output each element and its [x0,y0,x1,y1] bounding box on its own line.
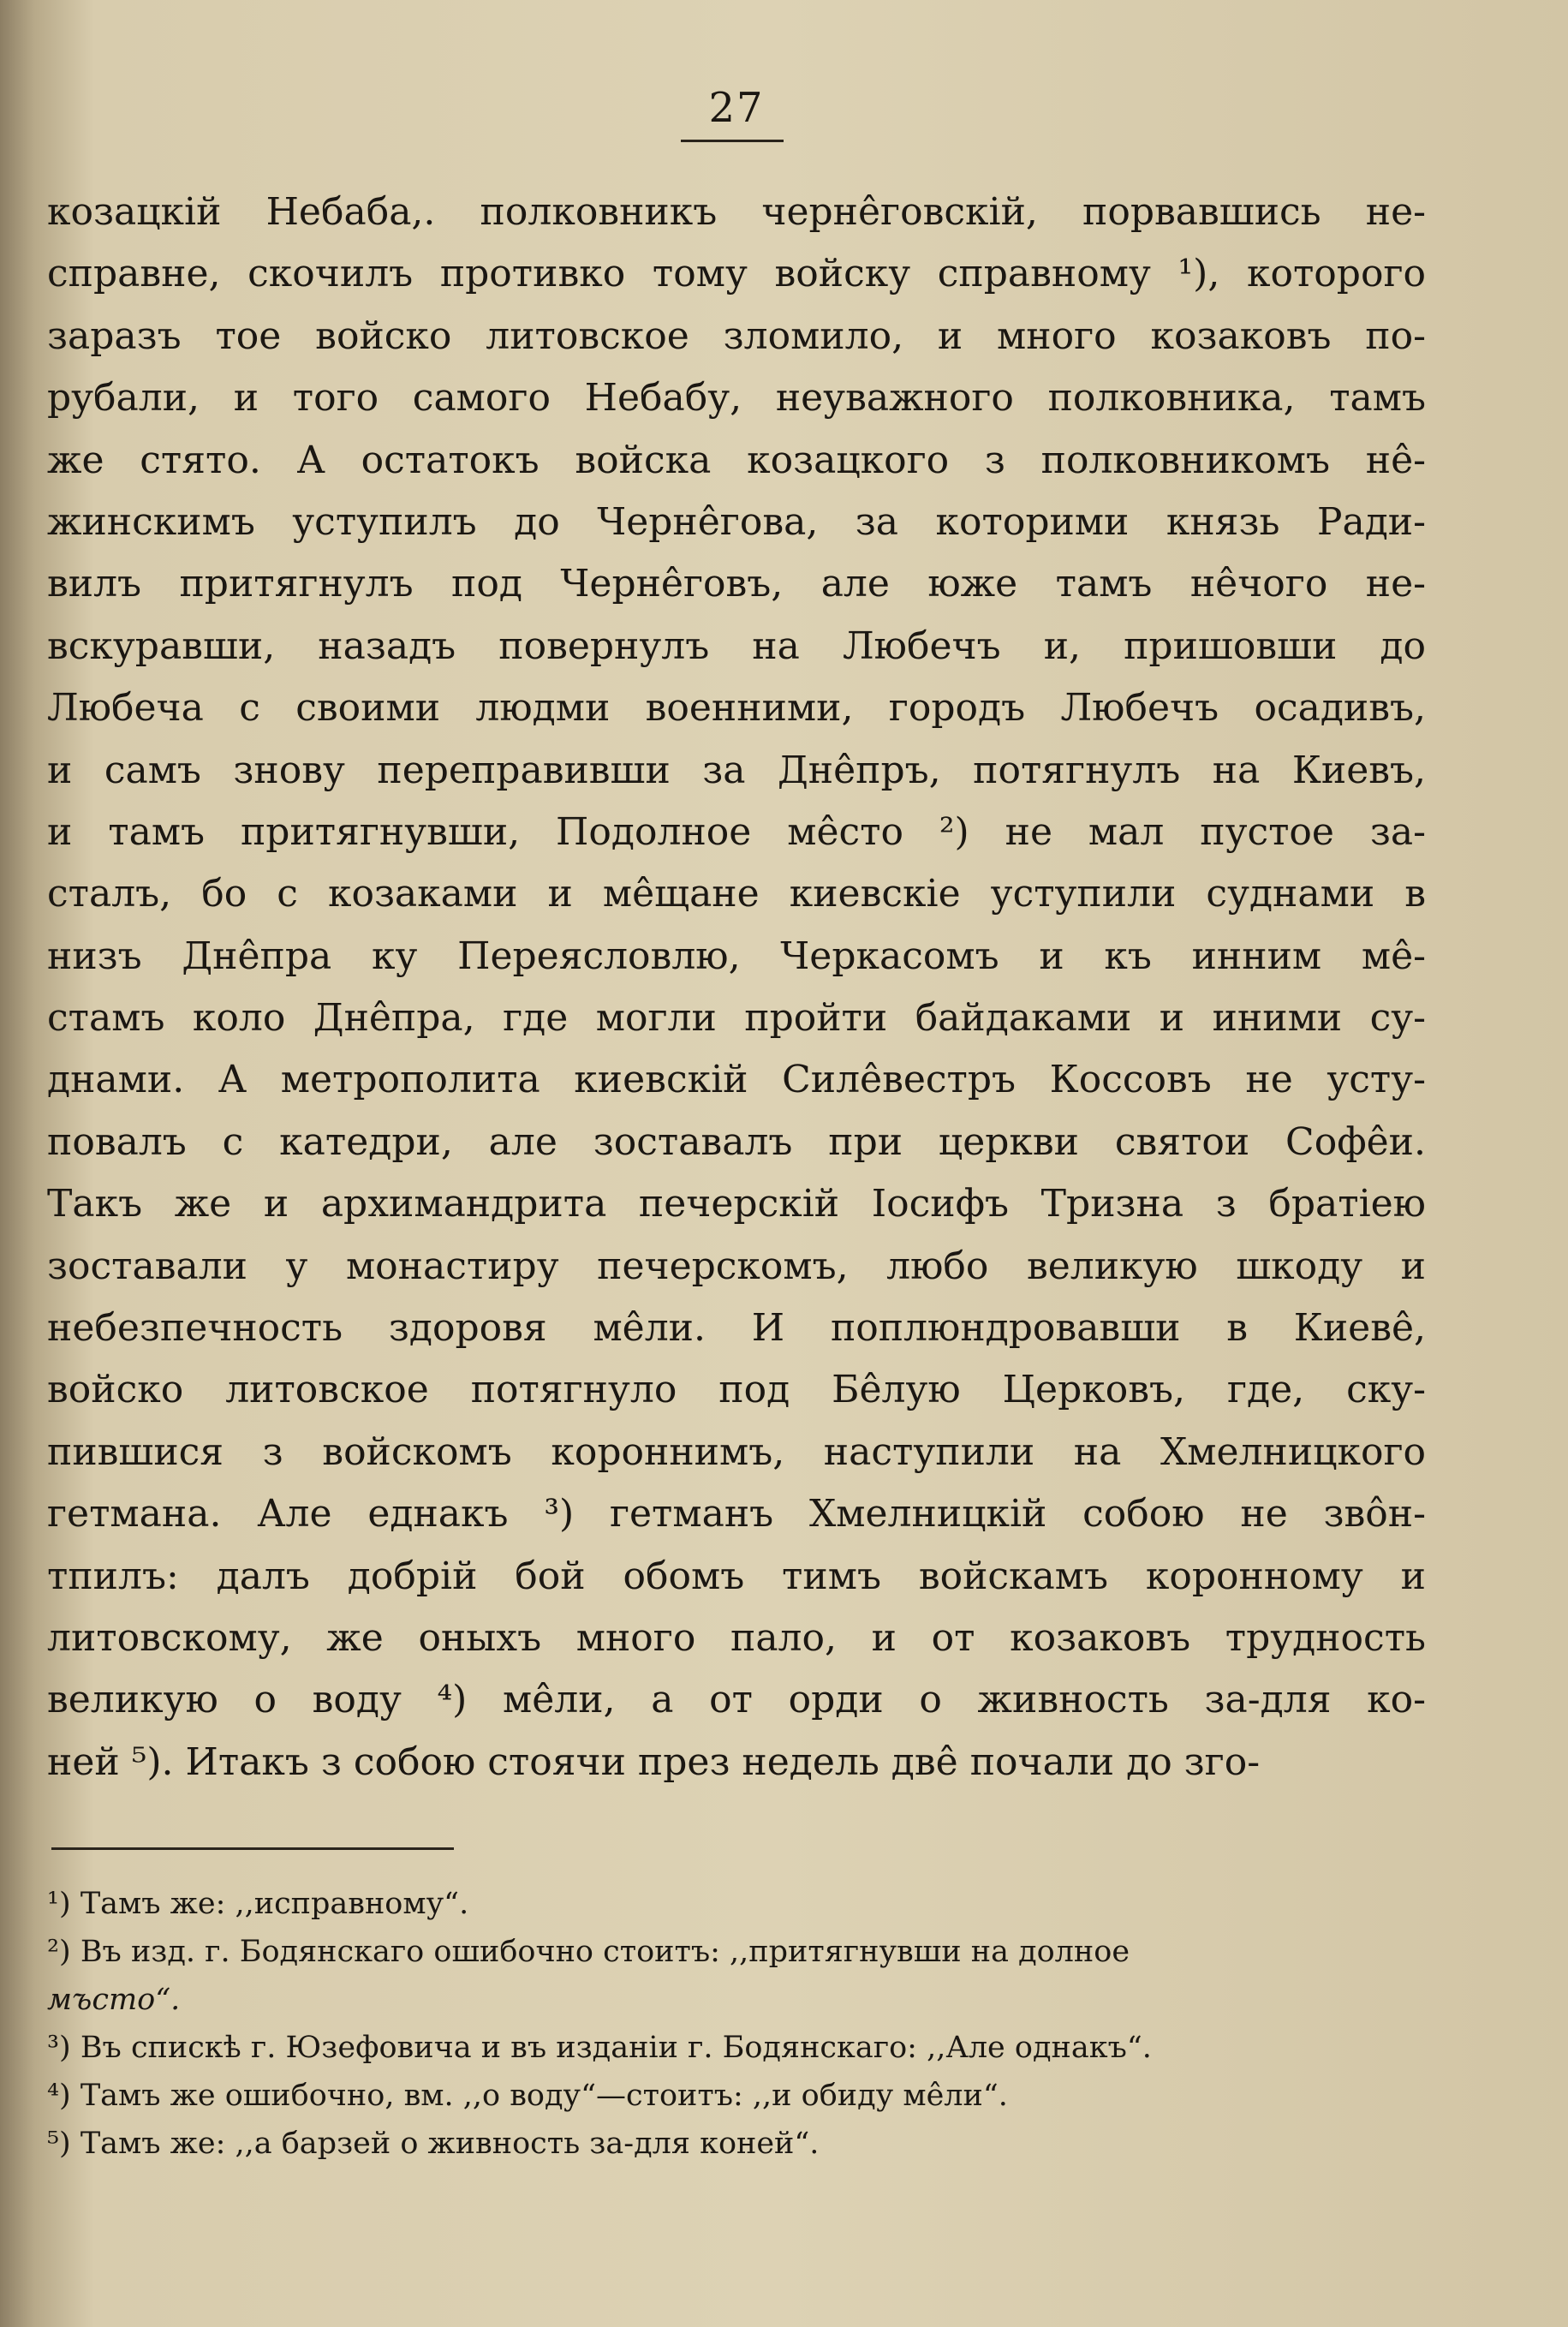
footnote-mark: ³) [47,2031,71,2065]
text-line: низъ Дне̂пра ку Переясловлю, Черкасомъ и къ инним ме̂- [47,934,1426,978]
text-line: жинскимъ уступилъ до Черне̂гова, за которими князь Ради- [47,499,1426,544]
footnote-text: Въ изд. г. Бодянскаго ошибочно стоитъ: ,,притягнувши на долное [80,1935,1130,1969]
footnote-text: мъсто“. [47,1983,181,2017]
footnote-mark: ⁵) [47,2127,71,2161]
footnote [47,2120,1426,2168]
text-line: и самъ знову переправивши за Дне̂пръ, потягнулъ на Киевъ, [47,748,1426,792]
page-number-rule [681,140,784,142]
text-line: стамъ коло Дне̂пра, где могли пройти байдаками и иними су- [47,996,1426,1041]
text-line: днами. А метрополита киевскій Силе̂вестръ Коссовъ не усту- [47,1058,1426,1102]
text-line: ней ⁵). Итакъ з собою стоячи през недель две̂ почали до зго- [47,1739,1261,1784]
footnote-continuation [47,1976,1426,2024]
text-line: войско литовское потягнуло под Бе̂лую Церковъ, где, ску- [47,1368,1426,1412]
text-line: пившися з войскомъ короннимъ, наступили на Хмелницкого [47,1429,1426,1474]
text-line: Такъ же и архимандрита печерскій Іосифъ Тризна з братіею [47,1182,1426,1226]
text-line: вскуравши, назадъ повернулъ на Любечъ и, пришовши до [47,624,1426,668]
footnote-mark: ¹) [47,1887,71,1921]
page-number: 27 [708,84,765,132]
footnote [47,2072,1426,2120]
text-line: справне, скочилъ противко тому войску справному ¹), которого [47,252,1426,296]
footnote-text: Тамъ же: ,,исправному“. [80,1887,469,1921]
text-line: сталъ, бо с козаками и ме̂щане киевскіе уступили суднами в [47,872,1426,916]
footnote-mark: ²) [47,1935,71,1969]
text-line: вилъ притягнулъ под Черне̂говъ, але юже тамъ не̂чого не- [47,562,1426,606]
text-line: повалъ с катедри, але зоставалъ при церкви святои Софе̂и. [47,1119,1426,1164]
text-line: зоставали у монастиру печерскомъ, любо великую шкоду и [47,1244,1426,1288]
text-line: Любеча с своими людми военними, городъ Любечъ осадивъ, [47,686,1426,731]
footnote [47,2024,1426,2072]
body-text [47,182,1426,1793]
footnote-rule [51,1847,454,1850]
text-line: козацкій Небаба,. полковникъ черне̂говскій, порвавшись не- [47,190,1426,234]
text-line: литовскому, же оныхъ много пало, и от козаковъ трудность [47,1615,1426,1660]
text-line: тпилъ: далъ добрій бой обомъ тимъ войскамъ коронному и [47,1554,1426,1598]
text-line: небезпечность здоровя ме̂ли. И поплюндровавши в Киеве̂, [47,1306,1426,1351]
footnotes [47,1880,1426,2168]
footnote-text: Тамъ же ошибочно, вм. ,,о воду“—стоитъ: ,,и обиду ме̂ли“. [80,2079,1008,2113]
footnote-text: Въ спискѣ г. Юзефовича и въ изданіи г. Бодянскаго: ,,Але однакъ“. [80,2031,1152,2065]
text-line: и тамъ притягнувши, Подолное ме̂сто ²) не мал пустое за- [47,809,1426,854]
text-line: великую о воду ⁴) ме̂ли, а от орди о живность за-для ко- [47,1678,1426,1722]
text-line: гетмана. Але еднакъ ³) гетманъ Хмелницкій собою не звôн- [47,1492,1426,1536]
footnote-text: Тамъ же: ,,а барзей о живность за-для коней“. [80,2127,820,2161]
text-line: рубали, и того самого Небабу, неуважного полковника, тамъ [47,376,1426,421]
text-line: же стято. А остатокъ войска козацкого з полковникомъ не̂- [47,438,1426,482]
footnote [47,1928,1426,1976]
footnote [47,1880,1426,1928]
footnote-mark: ⁴) [47,2079,71,2113]
text-line: заразъ тое войско литовское зломило, и много козаковъ по- [47,313,1426,358]
